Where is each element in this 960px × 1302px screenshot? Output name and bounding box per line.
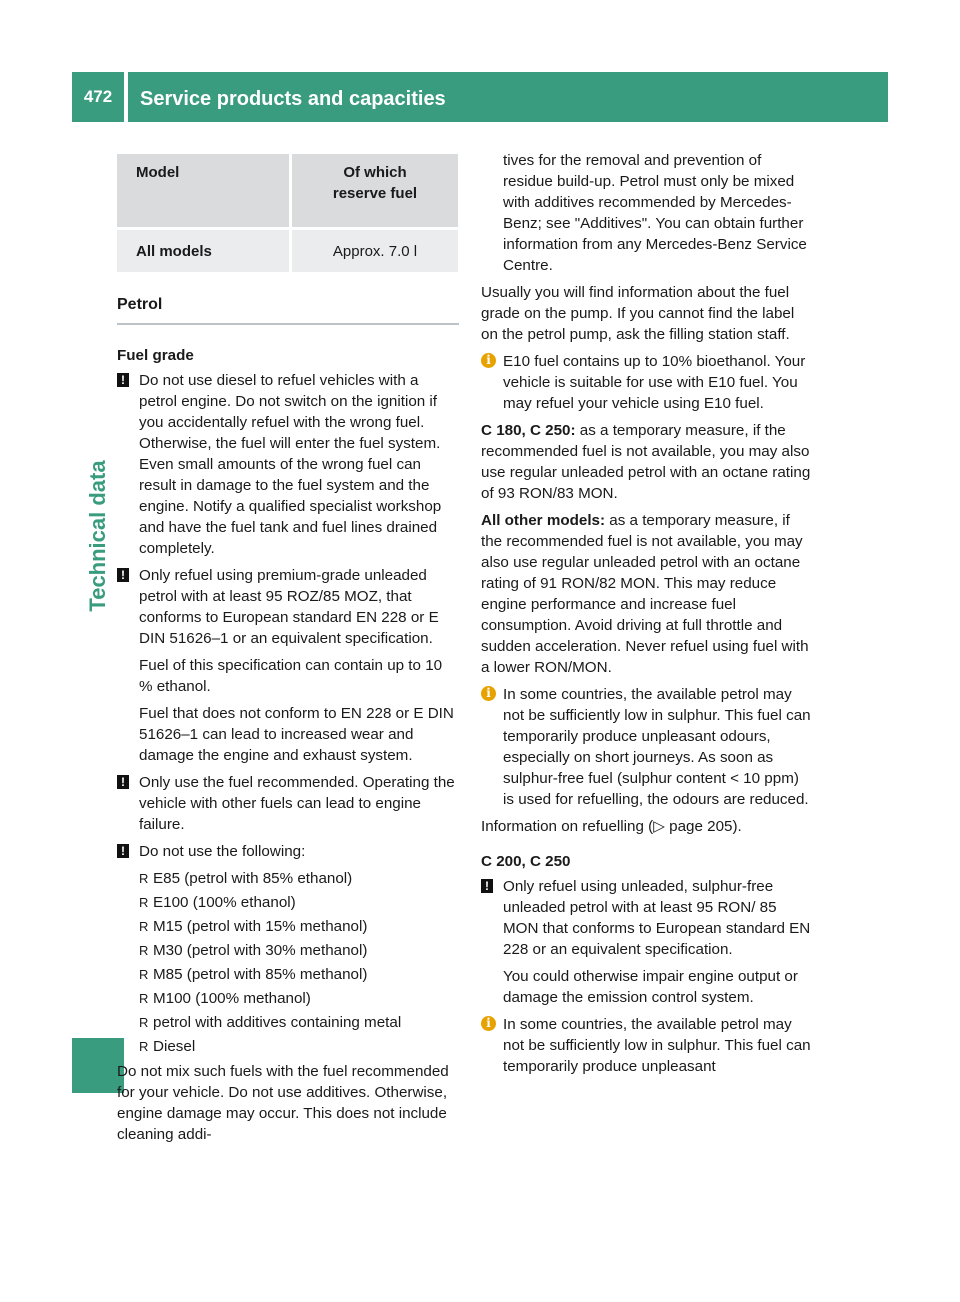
paragraph-text: as a temporary measure, if the recommended fuel is not available, you may also use regular unleaded petrol with an octane rating of 93 RON/83 MON.	[481, 422, 811, 502]
reserve-fuel-table	[117, 154, 458, 272]
paragraph: You could otherwise impair engine output or damage the emission control system.	[503, 968, 798, 1006]
list-item-text: M85 (petrol with 85% methanol)	[153, 966, 368, 983]
warning-icon: !	[117, 844, 129, 858]
warning-note	[117, 370, 459, 559]
paragraph: Usually you will find information about the fuel grade on the pump. If you cannot find the label on the petrol pump, ask the filling station staff.	[481, 284, 795, 343]
table-header-reserve	[291, 154, 459, 227]
list-item-text: M30 (petrol with 30% methanol)	[153, 942, 368, 959]
list-item	[139, 916, 459, 937]
warning-icon: !	[481, 879, 493, 893]
table-header-row	[117, 154, 458, 227]
page-number: 472	[72, 72, 124, 122]
warning-text: Do not use the following:	[139, 843, 306, 860]
table-cell-model: All models	[117, 230, 291, 272]
model-label: C 180, C 250:	[481, 422, 576, 439]
right-column	[481, 150, 813, 1083]
list-item	[139, 868, 459, 889]
list-item	[139, 1012, 459, 1033]
bullet-icon: R	[139, 943, 149, 958]
paragraph: Fuel of this specification can contain up to 10 % ethanol.	[139, 657, 443, 695]
warning-icon: !	[117, 373, 129, 387]
prohibited-fuels-list	[117, 868, 459, 1057]
table-header-model: Model	[117, 154, 291, 227]
warning-text: Only use the fuel recommended. Operating the vehicle with other fuels can lead to engine failure.	[139, 774, 455, 833]
list-item-text: E100 (100% ethanol)	[153, 894, 296, 911]
info-note	[481, 684, 813, 810]
warning-text: Only refuel using unleaded, sulphur-free unleaded petrol with at least 95 RON/ 85 MON that conforms to European standard EN 228 or an equivalent specification.	[503, 878, 811, 958]
warning-icon: !	[117, 775, 129, 789]
bullet-icon: R	[139, 919, 149, 934]
model-label: All other models:	[481, 512, 606, 529]
page-title: Service products and capacities	[128, 72, 888, 122]
bullet-icon: R	[139, 1015, 149, 1030]
paragraph-text: as a temporary measure, if the recommended fuel is not available, you may also use regular unleaded petrol with an octane rating of 91 RON/82 MON. This may reduce engine performance and increase fuel consumption. Avoid driving at full throttle and sudden acceleration. Never refuel using fuel with a lower RON/MON.	[481, 512, 809, 676]
bullet-icon: R	[139, 1039, 149, 1054]
list-item-text: M15 (petrol with 15% methanol)	[153, 918, 368, 935]
info-text: In some countries, the available petrol may not be sufficiently low in sulphur. This fuel can temporarily produce unpleasant	[503, 1016, 811, 1075]
bullet-icon: R	[139, 871, 149, 886]
c200-heading: C 200, C 250	[481, 853, 571, 870]
list-item	[139, 1036, 459, 1057]
list-item-text: Diesel	[153, 1038, 196, 1055]
info-icon: i	[481, 686, 496, 701]
bullet-icon: R	[139, 895, 149, 910]
section-title-petrol: Petrol	[117, 294, 459, 325]
warning-note	[117, 565, 459, 649]
list-item	[139, 892, 459, 913]
fuel-grade-heading: Fuel grade	[117, 347, 194, 364]
table-header-reserve-l1: Of which	[343, 164, 407, 181]
warning-note	[117, 841, 459, 862]
paragraph-text: Information on refuelling (	[481, 818, 654, 835]
info-text: In some countries, the available petrol may not be sufficiently low in sulphur. This fuel can temporarily produce unpleasant odours, especially on short journeys. As soon as sulphur-free fuel (sulphur content < 10 ppm) is used for refuelling, the odours are reduced.	[503, 686, 811, 808]
paragraph: Fuel that does not conform to EN 228 or E DIN 51626–1 can lead to increased wear and damage the engine and exhaust system.	[139, 705, 454, 764]
left-column	[117, 0, 459, 1151]
warning-note	[481, 876, 813, 960]
bullet-icon: R	[139, 967, 149, 982]
paragraph: Do not mix such fuels with the fuel recommended for your vehicle. Do not use additives. Otherwise, engine damage may occur. This does not include cleaning addi-	[117, 1063, 449, 1143]
table-cell-value: Approx. 7.0 l	[291, 230, 459, 272]
info-note	[481, 351, 813, 414]
list-item	[139, 988, 459, 1009]
table-row	[117, 230, 458, 272]
info-text: E10 fuel contains up to 10% bioethanol. Your vehicle is suitable for use with E10 fuel. You may refuel your vehicle using E10 fuel.	[503, 353, 806, 412]
warning-text: Do not use diesel to refuel vehicles with a petrol engine. Do not switch on the ignition if you accidentally refuel with the wrong fuel. Otherwise, the fuel will enter the fuel system. Even small amounts of the wrong fuel can result in damage to the fuel system and the engine. Notify a qualified specialist workshop and have the fuel tank and fuel lines drained completely.	[139, 372, 442, 557]
paragraph: tives for the removal and prevention of residue build-up. Petrol must only be mixed with additives recommended by Mercedes-Benz; see "Additives". You can obtain further information from any Mercedes-Benz Service Centre.	[503, 152, 807, 274]
info-note	[481, 1014, 813, 1077]
list-item-text: M100 (100% methanol)	[153, 990, 311, 1007]
list-item-text: petrol with additives containing metal	[153, 1014, 402, 1031]
paragraph	[481, 816, 813, 837]
page-ref-arrow-icon: ▷	[653, 818, 665, 835]
bullet-icon: R	[139, 991, 149, 1006]
page-ref-link[interactable]: page 205).	[664, 818, 742, 835]
warning-note	[117, 772, 459, 835]
paragraph	[481, 510, 813, 678]
table-header-reserve-l2: reserve fuel	[332, 185, 418, 202]
warning-text: Only refuel using premium-grade unleaded petrol with at least 95 ROZ/85 MOZ, that conforms to European standard EN 228 or E DIN 51626–1 or an equivalent specification.	[139, 567, 439, 647]
warning-icon: !	[117, 568, 129, 582]
paragraph	[481, 420, 813, 504]
list-item-text: E85 (petrol with 85% ethanol)	[153, 870, 353, 887]
list-item	[139, 940, 459, 961]
side-tab-label: Technical data	[85, 460, 110, 612]
list-item	[139, 964, 459, 985]
info-icon: i	[481, 1016, 496, 1031]
info-icon: i	[481, 353, 496, 368]
